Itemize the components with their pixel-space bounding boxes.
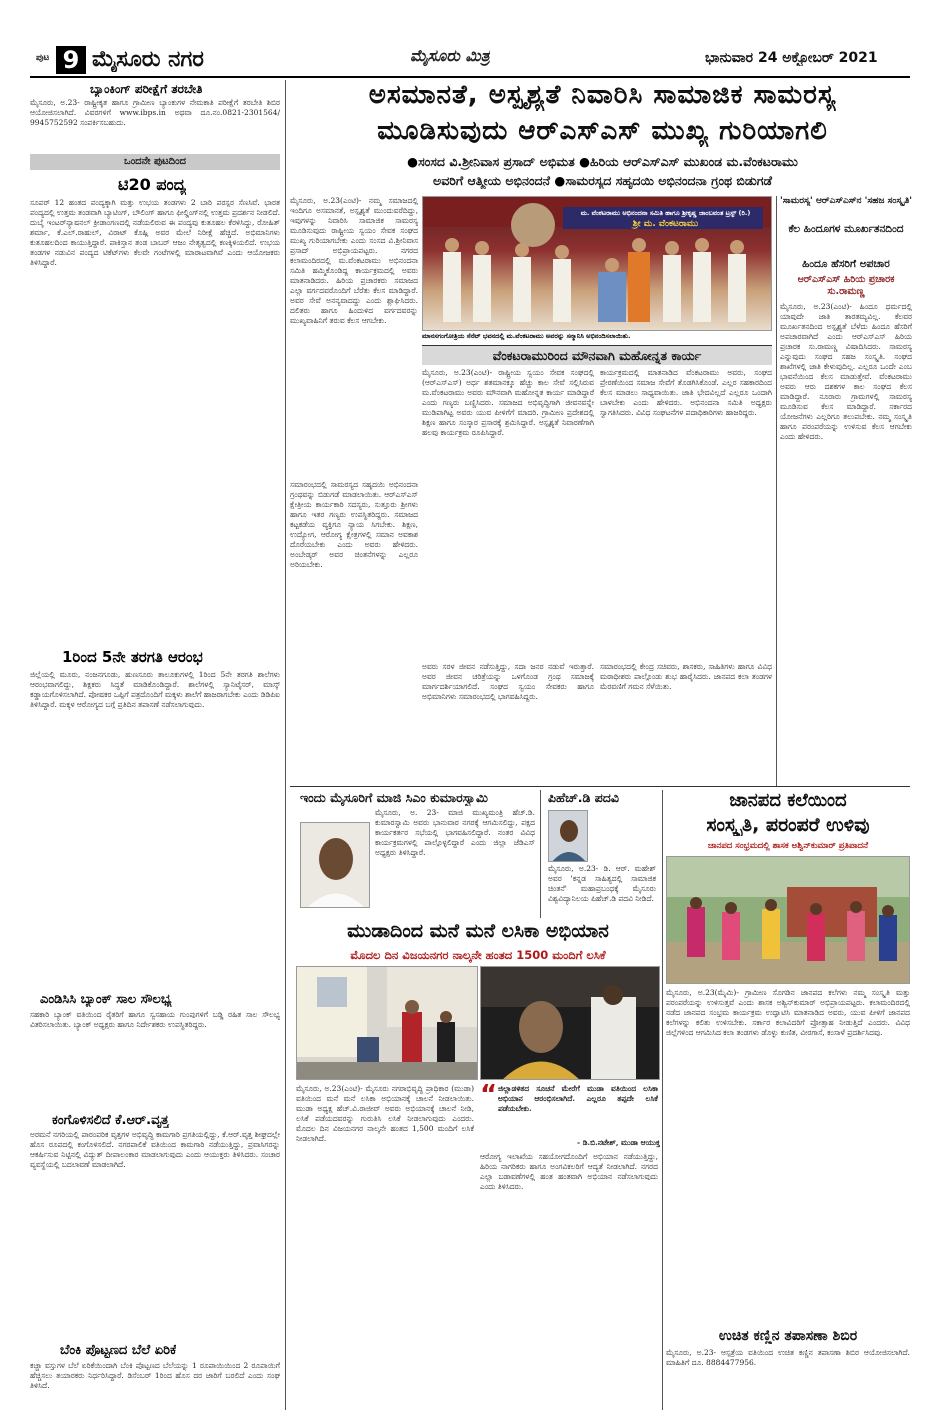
phd-divider xyxy=(540,790,541,918)
lead-body-col-f: ಸಮಾರಂಭದಲ್ಲಿ ಕೇಂದ್ರ ಸಚಿವರು, ಶಾಸಕರು, ಸಾಹಿತಿಗಳು ಹಾಗೂ ವಿವಿಧ ಮಠಾಧೀಶರು ಪಾಲ್ಗೊಂಡು ಶುಭ ಹಾರೈಸಿದರು. ಜಾನಪದ ಕಲಾ ತಂಡಗಳ ಮೆರವಣಿಗೆ ಗಮನ ಸೆಳೆಯಿತು. xyxy=(600,662,772,691)
quote-attribution: - ಡಿ.ಬಿ.ನಟೇಶ್, ಮುಡಾ ಆಯುಕ್ತ xyxy=(577,1138,660,1147)
phd-body: ಮೈಸೂರು, ಅ.23- ಡಿ. ಆರ್. ಮಹೇಶ್ ಅವರ 'ಕನ್ನಡ ಸಾಹಿತ್ಯದಲ್ಲಿ ಸಾಮಾಜಿಕ ಚಿಂತನೆ' ಮಹಾಪ್ರಬಂಧಕ್ಕೆ ಮೈಸೂರು ವಿಶ್ವವಿದ್ಯಾನಿಲಯ ಪಿಹೆಚ್.ಡಿ ಪದವಿ ನೀಡಿದೆ. xyxy=(548,864,656,903)
t20-body: ಸೂಪರ್ 12 ಹಂತದ ಪಂದ್ಯಕ್ಕಾಗಿ ಮತ್ತು ಉಭಯ ತಂಡಗಳು 2 ಬಾರಿ ಪರಸ್ಪರ ಸೆಣಸಿವೆ. ಭಾರತ ಪಂದ್ಯದಲ್ಲಿ ಉತ್ತಮ ತಂಡವಾಗಿ ಬ್ಯಾಟಿಂಗ್, ಬೌಲಿಂಗ್ ಹಾಗೂ ಫೀಲ್ಡಿಂಗ್‌ನಲ್ಲಿ ಉತ್ತಮ ಪ್ರದರ್ಶನ ನೀಡಲಿದೆ. ದುಬೈ ಇಂಟರ್‌ನ್ಯಾಷನಲ್ ಕ್ರೀಡಾಂಗಣದಲ್ಲಿ ನಡೆಯಲಿರುವ ಈ ಪಂದ್ಯವು ಕುತೂಹಲ ಕೆರಳಿಸಿದ್ದು, ರೋಹಿತ್ ಶರ್ಮಾ, ಕೆ.ಎಲ್.ರಾಹುಲ್, ವಿರಾಟ್ ಕೊಹ್ಲಿ ಅವರ ಮೇಲೆ ನಿರೀಕ್ಷೆ ಹೆಚ್ಚಿದೆ. ಅಭಿಮಾನಿಗಳು ಕುತೂಹಲದಿಂದ ಕಾಯುತ್ತಿದ್ದಾರೆ. ಪಾಕಿಸ್ತಾನ ತಂಡ ಬಾಬರ್ ಆಜಂ ನೇತೃತ್ವದಲ್ಲಿ ಕಣಕ್ಕಿಳಿಯಲಿದೆ. ಉಭಯ ತಂಡಗಳ ನಡುವಿನ ಪಂದ್ಯದ ಟಿಕೆಟ್‌ಗಳು ಕೆಲವೇ ಗಂಟೆಗಳಲ್ಲಿ ಮಾರಾಟವಾಗಿವೆ ಎಂದು ಆಯೋಜಕರು ತಿಳಿಸಿದ್ದಾರೆ. xyxy=(30,198,280,267)
lead-deck-3: ಅವರಿಗೆ ಆತ್ಮೀಯ ಅಭಿನಂದನೆ xyxy=(432,173,551,188)
lead-body-col-e: ಅವರು ಸರಳ ಜೀವನ ನಡೆಸುತ್ತಿದ್ದು, ಸದಾ ಜನರ ನಡುವೆ ಇರುತ್ತಾರೆ. ಅವರ ಜೀವನ ಚರಿತ್ರೆಯನ್ನು ಒಳಗೊಂಡ ಗ್ರಂಥ ಸಮಾಜಕ್ಕೆ ಮಾರ್ಗದರ್ಶಿಯಾಗಲಿದೆ. ಸಂಘದ ಸ್ವಯಂ ಸೇವಕರು ಹಾಗೂ ಅಭಿಮಾನಿಗಳು ಸಮಾರಂಭದಲ್ಲಿ ಭಾಗವಹಿಸಿದ್ದರು. xyxy=(422,662,594,701)
lead-sub-headline: ವೆಂಕಟರಾಮುರಿಂದ ಮೌನವಾಗಿ ಮಹೋನ್ನತ ಕಾರ್ಯ xyxy=(492,348,702,363)
folk-dance-photo-scene xyxy=(667,857,910,984)
vaccination-body-2: ಆರೋಗ್ಯ ಇಲಾಖೆಯ ಸಹಯೋಗದೊಂದಿಗೆ ಅಭಿಯಾನ ನಡೆಯುತ್ತಿದ್ದು, ಹಿರಿಯ ನಾಗರಿಕರು ಹಾಗೂ ಅಂಗವಿಕಲರಿಗೆ ಆದ್ಯತೆ ನೀಡಲಾಗಿದೆ. ನಗರದ ಎಲ್ಲಾ ಬಡಾವಣೆಗಳಲ್ಲಿ ಹಂತ ಹಂತವಾಗಿ ಅಭಿಯಾನ ನಡೆಸಲಾಗುವುದು ಎಂದು ತಿಳಿಸಿದರು. xyxy=(480,1152,658,1191)
lead-sub-headline-box xyxy=(422,345,772,365)
right-body: ಮೈಸೂರು, ಅ.23(ಎಂಟಿ)- ಹಿಂದೂ ಧರ್ಮದಲ್ಲಿ ಯಾವುದೇ ಜಾತಿ ತಾರತಮ್ಯವಿಲ್ಲ. ಕೆಲವರ ಮೂರ್ಖತನದಿಂದ ಅಸ್ಪೃಶ್ಯತೆ ಬೆಳೆದು ಹಿಂದೂ ಹೆಸರಿಗೆ ಅಪಚಾರವಾಗಿದೆ ಎಂದು ಆರ್‌ಎಸ್‌ಎಸ್ ಹಿರಿಯ ಪ್ರಚಾರಕ ಸು.ರಾಮಣ್ಣ ವಿಷಾದಿಸಿದರು. ಸಾಮರಸ್ಯ ಎನ್ನುವುದು ಸಂಘದ ಸಹಜ ಸಂಸ್ಕೃತಿ. ಸಂಘದ ಶಾಖೆಗಳಲ್ಲಿ ಜಾತಿ ಕೇಳುವುದಿಲ್ಲ. ಎಲ್ಲರೂ ಒಂದೇ ಎಂಬ ಭಾವನೆಯಿಂದ ಕೆಲಸ ಮಾಡುತ್ತೇವೆ. ವೆಂಕಟರಾಮು ಅವರು ಆರು ದಶಕಗಳ ಕಾಲ ಸಂಘದ ಕೆಲಸ ಮಾಡಿದ್ದಾರೆ. ನೂರಾರು ಗ್ರಾಮಗಳಲ್ಲಿ ಸಾಮರಸ್ಯ ಮೂಡಿಸುವ ಕೆಲಸ ಮಾಡಿದ್ದಾರೆ. ಸರ್ಕಾರದ ಯೋಜನೆಗಳು ಎಲ್ಲರಿಗೂ ತಲುಪಬೇಕು. ನಮ್ಮ ಸಂಸ್ಕೃತಿ ಹಾಗೂ ಪರಂಪರೆಯನ್ನು ಉಳಿಸುವ ಕೆಲಸ ಆಗಬೇಕು ಎಂದು ಹೇಳಿದರು. xyxy=(780,302,912,441)
class-headline: 1ರಿಂದ 5ನೇ ತರಗತಿ ಆರಂಭ xyxy=(62,648,203,666)
right-head-3: ಹಿಂದೂ ಹೆಸರಿಗೆ ಅಪಚಾರ xyxy=(802,258,890,270)
vaccination-body-1: ಮೈಸೂರು, ಅ.23(ಎಂಟಿ)- ಮೈಸೂರು ನಗರಾಭಿವೃದ್ಧಿ ಪ್ರಾಧಿಕಾರ (ಮುಡಾ) ವತಿಯಿಂದ ಮನೆ ಮನೆ ಲಸಿಕಾ ಅಭಿಯಾನಕ್ಕೆ ಚಾಲನೆ ನೀಡಲಾಯಿತು. ಮುಡಾ ಅಧ್ಯಕ್ಷ ಹೆಚ್.ವಿ.ರಾಜೀವ್ ಅವರು ಅಭಿಯಾನಕ್ಕೆ ಚಾಲನೆ ನೀಡಿ, ಲಸಿಕೆ ಪಡೆಯದವರನ್ನು ಗುರುತಿಸಿ ಲಸಿಕೆ ನೀಡಲಾಗುವುದು ಎಂದರು. ಮೊದಲ ದಿನ ವಿಜಯನಗರ ನಾಲ್ಕನೇ ಹಂತದ 1,500 ಮಂದಿಗೆ ಲಸಿಕೆ ನೀಡಲಾಗಿದೆ. xyxy=(296,1084,474,1143)
photo-stage-name: ಶ್ರೀ ಮ. ವೆಂಕಟರಾಮು xyxy=(632,219,699,229)
matchbox-headline: ಬೆಂಕಿ ಪೊಟ್ಟಣದ ಬೆಲೆ ಏರಿಕೆ xyxy=(60,1343,177,1358)
t20-headline: ಟಿ20 ಪಂದ್ಯ xyxy=(118,175,187,194)
page-header xyxy=(0,0,945,80)
folk-body: ಮೈಸೂರು, ಅ.23(ಮೈಮಿ)- ಗ್ರಾಮೀಣ ಸೊಗಡಿನ ಜಾನಪದ ಕಲೆಗಳು ನಮ್ಮ ಸಂಸ್ಕೃತಿ ಮತ್ತು ಪರಂಪರೆಯನ್ನು ಉಳಿಸುತ್ತವೆ ಎಂದು ಶಾಸಕ ಅಶ್ವಿನ್‌ಕುಮಾರ್ ಅಭಿಪ್ರಾಯಪಟ್ಟರು. ಕಲಾಮಂದಿರದಲ್ಲಿ ನಡೆದ ಜಾನಪದ ಸಂಭ್ರಮ ಕಾರ್ಯಕ್ರಮ ಉದ್ಘಾಟಿಸಿ ಮಾತನಾಡಿದ ಅವರು, ಯುವ ಪೀಳಿಗೆ ಜಾನಪದ ಕಲೆಗಳನ್ನು ಕಲಿತು ಉಳಿಸಬೇಕು. ಸರ್ಕಾರ ಕಲಾವಿದರಿಗೆ ಪ್ರೋತ್ಸಾಹ ನೀಡುತ್ತಿದೆ ಎಂದರು. ವಿವಿಧ ಜಿಲ್ಲೆಗಳಿಂದ ಆಗಮಿಸಿದ ಕಲಾ ತಂಡಗಳು ಡೊಳ್ಳು ಕುಣಿತ, ವೀರಗಾಸೆ, ಕಂಸಾಳೆ ಪ್ರದರ್ಶಿಸಿದವು. xyxy=(666,988,910,1037)
banking-body: ಮೈಸೂರು, ಅ.23- ರಾಷ್ಟ್ರೀಕೃತ ಹಾಗೂ ಗ್ರಾಮೀಣ ಬ್ಯಾಂಕುಗಳ ನೇಮಕಾತಿ ಪರೀಕ್ಷೆಗೆ ತರಬೇತಿ ಶಿಬಿರ ಆಯೋಜಿಸಲಾಗಿದೆ. ವಿವರಗಳಿಗೆ www.ibps.in ಅಥವಾ ದೂ.ನಂ.0821-2301564/ 9945752592 ಸಂಪರ್ಕಿಸಬಹುದು. xyxy=(30,98,280,127)
lead-body-col-b: ಸಮಾರಂಭದಲ್ಲಿ ಸಾಮರಸ್ಯದ ಸಹೃದಯಿ ಅಭಿನಂದನಾ ಗ್ರಂಥವನ್ನು ಬಿಡುಗಡೆ ಮಾಡಲಾಯಿತು. ಆರ್‌ಎಸ್‌ಎಸ್ ಕ್ಷೇತ್ರೀಯ ಕಾರ್ಯಕಾರಿ ಸದಸ್ಯರು, ಸುತ್ತೂರು ಶ್ರೀಗಳು ಹಾಗೂ ಇತರ ಗಣ್ಯರು ಉಪಸ್ಥಿತರಿದ್ದರು. ಸಮಾಜದ ಕಟ್ಟಕಡೆಯ ವ್ಯಕ್ತಿಗೂ ನ್ಯಾಯ ಸಿಗಬೇಕು. ಶಿಕ್ಷಣ, ಉದ್ಯೋಗ, ಆರೋಗ್ಯ ಕ್ಷೇತ್ರಗಳಲ್ಲಿ ಸಮಾನ ಅವಕಾಶ ದೊರೆಯಬೇಕು ಎಂದು ಅವರು ಹೇಳಿದರು. ಅಂಬೇಡ್ಕರ್ ಅವರ ಚಿಂತನೆಗಳನ್ನು ಎಲ್ಲರೂ ಅರಿಯಬೇಕು. xyxy=(290,480,418,569)
vaccination-headline: ಮುಡಾದಿಂದ ಮನೆ ಮನೆ ಲಸಿಕಾ ಅಭಿಯಾನ xyxy=(347,920,609,942)
vaccination-photo-2-scene xyxy=(481,967,660,1080)
lead-deck-2: ಹಿರಿಯ ಆರ್‌ಎಸ್‌ಎಸ್ ಮುಖಂಡ ಮ.ವೆಂಕಟರಾಮು xyxy=(590,154,798,169)
quote-mark-icon: “ xyxy=(480,1084,498,1110)
folk-dance-photo xyxy=(666,856,910,984)
banking-headline: ಬ್ಯಾಂಕಿಂಗ್ ಪರೀಕ್ಷೆಗೆ ತರಬೇತಿ xyxy=(90,82,203,96)
loan-headline: ಎಂಡಿಸಿಸಿ ಬ್ಯಾಂಕ್ ಸಾಲ ಸೌಲಭ್ಯ xyxy=(40,992,172,1007)
kr-circle-body: ಅರಮನೆ ನಗರಿಯಲ್ಲಿ ಪಾರಂಪರಿಕ ವೃತ್ತಗಳ ಅಭಿವೃದ್ಧಿ ಕಾಮಗಾರಿ ಪ್ರಗತಿಯಲ್ಲಿದ್ದು, ಕೆ.ಆರ್.ವೃತ್ತ ಶೀಘ್ರದಲ್ಲೇ ಹೊಸ ರೂಪದಲ್ಲಿ ಕಂಗೊಳಿಸಲಿದೆ. ನಗರಪಾಲಿಕೆ ವತಿಯಿಂದ ಕಾಮಗಾರಿ ನಡೆಯುತ್ತಿದ್ದು, ಪ್ರವಾಸಿಗರನ್ನು ಆಕರ್ಷಿಸುವ ನಿಟ್ಟಿನಲ್ಲಿ ವಿದ್ಯುತ್ ದೀಪಾಲಂಕಾರ ಮಾಡಲಾಗುವುದು ಎಂದು ಆಯುಕ್ತರು ತಿಳಿಸಿದರು. ಸಂಚಾರ ವ್ಯವಸ್ಥೆಯಲ್ಲಿ ಬದಲಾವಣೆ ಮಾಡಲಾಗಿದೆ. xyxy=(30,1130,280,1169)
lead-headline-line2: ಮೂಡಿಸುವುದು ಆರ್‌ಎಸ್‌ಎಸ್ ಮುಖ್ಯ ಗುರಿಯಾಗಲಿ xyxy=(377,116,828,146)
right-col-divider xyxy=(776,196,777,786)
folk-subhead: ಜಾನಪದ ಸಂಭ್ರಮದಲ್ಲಿ ಶಾಸಕ ಅಶ್ವಿನ್‌ಕುಮಾರ್ ಪ್ರತಿಪಾದನೆ xyxy=(707,841,869,851)
right-column xyxy=(780,196,912,786)
lead-headline-line1: ಅಸಮಾನತೆ, ಅಸ್ಪೃಶ್ಯತೆ ನಿವಾರಿಸಿ ಸಾಮಾಜಿಕ ಸಾಮರಸ್ಯ xyxy=(368,80,837,110)
left-col-divider xyxy=(285,80,286,1410)
phd-headline: ಪಿಹೆಚ್.ಡಿ ಪದವಿ xyxy=(548,790,619,805)
lead-body-col-d: ಕಾರ್ಯಕ್ರಮದಲ್ಲಿ ಮಾತನಾಡಿದ ವೆಂಕಟರಾಮು ಅವರು, ಸಂಘದ ಪ್ರೇರಣೆಯಿಂದ ಸಮಾಜ ಸೇವೆಗೆ ತೊಡಗಿಸಿಕೊಂಡೆ. ಎಲ್ಲರ ಸಹಕಾರದಿಂದ ಕೆಲಸ ಮಾಡಲು ಸಾಧ್ಯವಾಯಿತು. ಜಾತಿ ಭೇದವಿಲ್ಲದೆ ಎಲ್ಲರೂ ಒಂದಾಗಿ ಬಾಳಬೇಕು ಎಂದು ಹೇಳಿದರು. ಅಭಿನಂದನಾ ಸಮಿತಿ ಅಧ್ಯಕ್ಷರು ಸ್ವಾಗತಿಸಿದರು. ವಿವಿಧ ಸಂಘಟನೆಗಳ ಪದಾಧಿಕಾರಿಗಳು ಹಾಜರಿದ್ದರು. xyxy=(600,368,772,417)
loan-body: ಸಹಕಾರಿ ಬ್ಯಾಂಕ್ ವತಿಯಿಂದ ರೈತರಿಗೆ ಹಾಗೂ ಸ್ವಸಹಾಯ ಗುಂಪುಗಳಿಗೆ ಬಡ್ಡಿ ರಹಿತ ಸಾಲ ಸೌಲಭ್ಯ ವಿತರಿಸಲಾಯಿತು. ಬ್ಯಾಂಕ್ ಅಧ್ಯಕ್ಷರು ಹಾಗೂ ನಿರ್ದೇಶಕರು ಉಪಸ್ಥಿತರಿದ್ದರು. xyxy=(30,1010,280,1029)
quote-text: ಜಿಲ್ಲಾಡಳಿತದ ಸೂಚನೆ ಮೇರೆಗೆ ಮುಡಾ ವತಿಯಿಂದ ಲಸಿಕಾ ಅಭಿಯಾನ ಆರಂಭಿಸಲಾಗಿದೆ. ಎಲ್ಲರೂ ತಪ್ಪದೇ ಲಸಿಕೆ ಪಡೆಯಬೇಕು. xyxy=(498,1084,658,1113)
felicitation-photo xyxy=(422,196,772,331)
mid-rule xyxy=(290,786,910,787)
folk-headline-2: ಸಂಸ್ಕೃತಿ, ಪರಂಪರೆ ಉಳಿವು xyxy=(706,814,870,836)
kr-circle-headline: ಕಂಗೊಳಿಸಲಿದೆ ಕೆ.ಆರ್.ವೃತ್ತ xyxy=(52,1113,169,1128)
continued-banner xyxy=(30,154,280,170)
hdk-body: ಮೈಸೂರು, ಅ. 23- ಮಾಜಿ ಮುಖ್ಯಮಂತ್ರಿ ಹೆಚ್.ಡಿ. ಕುಮಾರಸ್ವಾಮಿ ಅವರು ಭಾನುವಾರ ನಗರಕ್ಕೆ ಆಗಮಿಸಲಿದ್ದು, ಪಕ್ಷದ ಕಾರ್ಯಕರ್ತರ ಸಭೆಯಲ್ಲಿ ಭಾಗವಹಿಸಲಿದ್ದಾರೆ. ನಂತರ ವಿವಿಧ ಕಾರ್ಯಕ್ರಮಗಳಲ್ಲಿ ಪಾಲ್ಗೊಳ್ಳಲಿದ್ದಾರೆ ಎಂದು ಜಿಲ್ಲಾ ಜೆಡಿಎಸ್ ಅಧ್ಯಕ್ಷರು ತಿಳಿಸಿದ್ದಾರೆ. xyxy=(375,808,535,857)
lead-headline-block xyxy=(290,80,915,192)
section-title: ಮೈಸೂರು ನಗರ xyxy=(92,47,204,72)
hdk-portrait-figure xyxy=(301,823,370,908)
photo-stage-banner: ಮ. ವೆಂಕಟರಾಮು ಅಭಿನಂದನಾ ಸಮಿತಿ ಹಾಗೂ ಶ್ರೀಕೃಷ್ಣ ಜಾಂಬವಂತ ಟ್ರಸ್ಟ್ (ರಿ.) xyxy=(580,209,751,217)
hdk-headline: ಇಂದು ಮೈಸೂರಿಗೆ ಮಾಜಿ ಸಿಎಂ ಕುಮಾರಸ್ವಾಮಿ xyxy=(300,790,488,805)
felicitation-photo-caption: ಮಾನಸಗಂಗೋತ್ರಿಯ ಸೆನೆಟ್ ಭವನದಲ್ಲಿ ಮ.ವೆಂಕಟರಾಮು ಅವರನ್ನು ಸನ್ಮಾನಿಸಿ ಅಭಿನಂದಿಸಲಾಯಿತು. xyxy=(422,332,631,340)
masthead-logo: ಮೈಸೂರು ಮಿತ್ರ xyxy=(410,46,490,65)
page-date: ಭಾನುವಾರ 24 ಅಕ್ಟೋಬರ್ 2021 xyxy=(705,50,878,66)
folk-divider xyxy=(662,790,663,1410)
lead-body-col-a: ಮೈಸೂರು, ಅ.23(ಎಂಟಿ)- ನಮ್ಮ ಸಮಾಜದಲ್ಲಿ ಇಂದಿಗೂ ಅಸಮಾನತೆ, ಅಸ್ಪೃಶ್ಯತೆ ಮುಂದುವರೆದಿದ್ದು, ಇವುಗಳನ್ನು ನಿವಾರಿಸಿ ಸಾಮಾಜಿಕ ಸಾಮರಸ್ಯ ಮೂಡಿಸುವುದು ರಾಷ್ಟ್ರೀಯ ಸ್ವಯಂ ಸೇವಕ ಸಂಘದ ಮುಖ್ಯ ಗುರಿಯಾಗಬೇಕು ಎಂದು ಸಂಸದ ವಿ.ಶ್ರೀನಿವಾಸ ಪ್ರಸಾದ್ ಅಭಿಪ್ರಾಯಪಟ್ಟರು. ನಗರದ ಕಲಾಮಂದಿರದಲ್ಲಿ ಮ.ವೆಂಕಟರಾಮು ಅಭಿನಂದನಾ ಸಮಿತಿ ಹಮ್ಮಿಕೊಂಡಿದ್ದ ಕಾರ್ಯಕ್ರಮದಲ್ಲಿ ಅವರು ಮಾತನಾಡಿದರು. ಹಿರಿಯ ಪ್ರಚಾರಕರು ಸಮಾಜದ ಎಲ್ಲಾ ವರ್ಗದವರೊಂದಿಗೆ ಬೆರೆತು ಕೆಲಸ ಮಾಡಿದ್ದಾರೆ. ಅವರ ಸೇವೆ ಅನನ್ಯವಾದದ್ದು ಎಂದು ಶ್ಲಾಘಿಸಿದರು. ದಲಿತರು ಹಾಗೂ ಹಿಂದುಳಿದ ವರ್ಗದವರನ್ನು ಮುಖ್ಯವಾಹಿನಿಗೆ ತರುವ ಕೆಲಸ ಆಗಬೇಕು. xyxy=(290,196,418,325)
lead-deck-1: ಸಂಸದ ವಿ.ಶ್ರೀನಿವಾಸ ಪ್ರಸಾದ್ ಅಭಿಮತ xyxy=(418,154,575,169)
lead-deck-4: ಸಾಮರಸ್ಯದ ಸಹೃದಯಿ ಅಭಿನಂದನಾ ಗ್ರಂಥ ಬಿಡುಗಡೆ xyxy=(565,173,772,188)
right-head-1: 'ಸಾಮರಸ್ಯ' ಆರ್‌ಎಸ್‌ಎಸ್‌ನ 'ಸಹಜ ಸಂಸ್ಕೃತಿ' xyxy=(780,196,912,206)
lead-deck-row1: ●ಸಂಸದ ವಿ.ಶ್ರೀನಿವಾಸ ಪ್ರಸಾದ್ ಅಭಿಮತ ●ಹಿರಿಯ ಆರ್‌ಎಸ್‌ಎಸ್ ಮುಖಂಡ ಮ.ವೆಂಕಟರಾಮು xyxy=(407,154,798,169)
vaccination-quote xyxy=(480,1084,660,1150)
matchbox-body: ಕಚ್ಚಾ ವಸ್ತುಗಳ ಬೆಲೆ ಏರಿಕೆಯಿಂದಾಗಿ ಬೆಂಕಿ ಪೊಟ್ಟಣದ ಬೆಲೆಯನ್ನು 1 ರೂಪಾಯಿಯಿಂದ 2 ರೂಪಾಯಿಗೆ ಹೆಚ್ಚಿಸಲು ತಯಾರಕರು ನಿರ್ಧರಿಸಿದ್ದಾರೆ. ಡಿಸೆಂಬರ್ 1ರಿಂದ ಹೊಸ ದರ ಜಾರಿಗೆ ಬರಲಿದೆ ಎಂದು ಸಂಘ ತಿಳಿಸಿದೆ. xyxy=(30,1361,280,1390)
vaccination-photo-1-scene xyxy=(297,967,478,1080)
class-body: ಜಿಲ್ಲೆಯಲ್ಲಿ ಮೂರು, ನಂಜನಗೂಡು, ಹುಣಸೂರು ತಾಲೂಕುಗಳಲ್ಲಿ 1ರಿಂದ 5ನೇ ತರಗತಿ ಶಾಲೆಗಳು ಆರಂಭವಾಗಲಿದ್ದು, ಶಿಕ್ಷಕರು ಸಿದ್ಧತೆ ಮಾಡಿಕೊಂಡಿದ್ದಾರೆ. ಶಾಲೆಗಳಲ್ಲಿ ಸ್ಯಾನಿಟೈಸರ್, ಮಾಸ್ಕ್ ಕಡ್ಡಾಯಗೊಳಿಸಲಾಗಿದೆ. ಪೋಷಕರ ಒಪ್ಪಿಗೆ ಪತ್ರದೊಂದಿಗೆ ಮಕ್ಕಳು ಶಾಲೆಗೆ ಹಾಜರಾಗಬೇಕು ಎಂದು ಡಿಡಿಪಿಐ ತಿಳಿಸಿದ್ದಾರೆ. ಮಕ್ಕಳ ಆರೋಗ್ಯದ ಬಗ್ಗೆ ಪ್ರತಿದಿನ ತಪಾಸಣೆ ನಡೆಸಲಾಗುವುದು. xyxy=(30,670,280,709)
eye-camp-body: ಮೈಸೂರು, ಅ.23- ಆಸ್ಪತ್ರೆಯ ವತಿಯಿಂದ ಉಚಿತ ಕಣ್ಣಿನ ತಪಾಸಣಾ ಶಿಬಿರ ಆಯೋಜಿಸಲಾಗಿದೆ. ಮಾಹಿತಿಗೆ ದೂ. 8884477956. xyxy=(666,1348,910,1367)
left-column xyxy=(30,80,280,1424)
header-rule xyxy=(30,76,910,78)
eye-camp-headline: ಉಚಿತ ಕಣ್ಣಿನ ತಪಾಸಣಾ ಶಿಬಿರ xyxy=(718,1328,858,1344)
folk-headline-1: ಜಾನಪದ ಕಲೆಯಿಂದ xyxy=(729,790,847,811)
right-head-4: ಆರ್‌ಎಸ್‌ಎಸ್ ಹಿರಿಯ ಪ್ರಚಾರಕ ಸು.ರಾಮಣ್ಣ xyxy=(797,274,895,297)
hdk-portrait xyxy=(300,822,370,908)
right-head-2: ಕೆಲ ಹಿಂದೂಗಳ ಮೂರ್ಖತನದಿಂದ xyxy=(788,223,904,235)
phd-portrait-figure xyxy=(549,811,588,862)
vaccination-photo-2 xyxy=(480,966,660,1080)
page-number: 9 xyxy=(56,46,86,74)
continued-label: ಒಂದನೇ ಪುಟದಿಂದ xyxy=(124,156,186,167)
vaccination-subhead: ಮೊದಲ ದಿನ ವಿಜಯನಗರ ನಾಲ್ಕನೇ ಹಂತದ 1500 ಮಂದಿಗೆ ಲಸಿಕೆ xyxy=(350,948,606,962)
lead-body-col-c: ಮೈಸೂರು, ಅ.23(ಎಂಟಿ)- ರಾಷ್ಟ್ರೀಯ ಸ್ವಯಂ ಸೇವಕ ಸಂಘದಲ್ಲಿ (ಆರ್‌ಎಸ್‌ಎಸ್) ಅರ್ಧ ಶತಮಾನಕ್ಕೂ ಹೆಚ್ಚು ಕಾಲ ಸೇವೆ ಸಲ್ಲಿಸಿರುವ ಮ.ವೆಂಕಟರಾಮು ಅವರು ಮೌನವಾಗಿ ಮಹೋನ್ನತ ಕಾರ್ಯ ಮಾಡಿದ್ದಾರೆ ಎಂದು ಗಣ್ಯರು ಬಣ್ಣಿಸಿದರು. ಸಮಾಜದ ಅಭಿವೃದ್ಧಿಗಾಗಿ ಜೀವನವನ್ನೇ ಮುಡಿಪಾಗಿಟ್ಟ ಅವರು ಯುವ ಪೀಳಿಗೆಗೆ ಮಾದರಿ. ಗ್ರಾಮೀಣ ಪ್ರದೇಶದಲ್ಲಿ ಶಿಕ್ಷಣ ಹಾಗೂ ಸಂಸ್ಕಾರ ಪ್ರಸಾರಕ್ಕೆ ಶ್ರಮಿಸಿದ್ದಾರೆ. ಅಸ್ಪೃಶ್ಯತೆ ನಿವಾರಣೆಗಾಗಿ ಹಲವು ಕಾರ್ಯಕ್ರಮ ರೂಪಿಸಿದ್ದಾರೆ. xyxy=(422,368,594,437)
lead-deck-row2: ಅವರಿಗೆ ಆತ್ಮೀಯ ಅಭಿನಂದನೆ ●ಸಾಮರಸ್ಯದ ಸಹೃದಯಿ ಅಭಿನಂದನಾ ಗ್ರಂಥ ಬಿಡುಗಡೆ xyxy=(432,173,772,188)
vaccination-photo-1 xyxy=(296,966,478,1080)
page-label: ಪುಟ xyxy=(36,53,50,63)
phd-portrait xyxy=(548,810,588,862)
